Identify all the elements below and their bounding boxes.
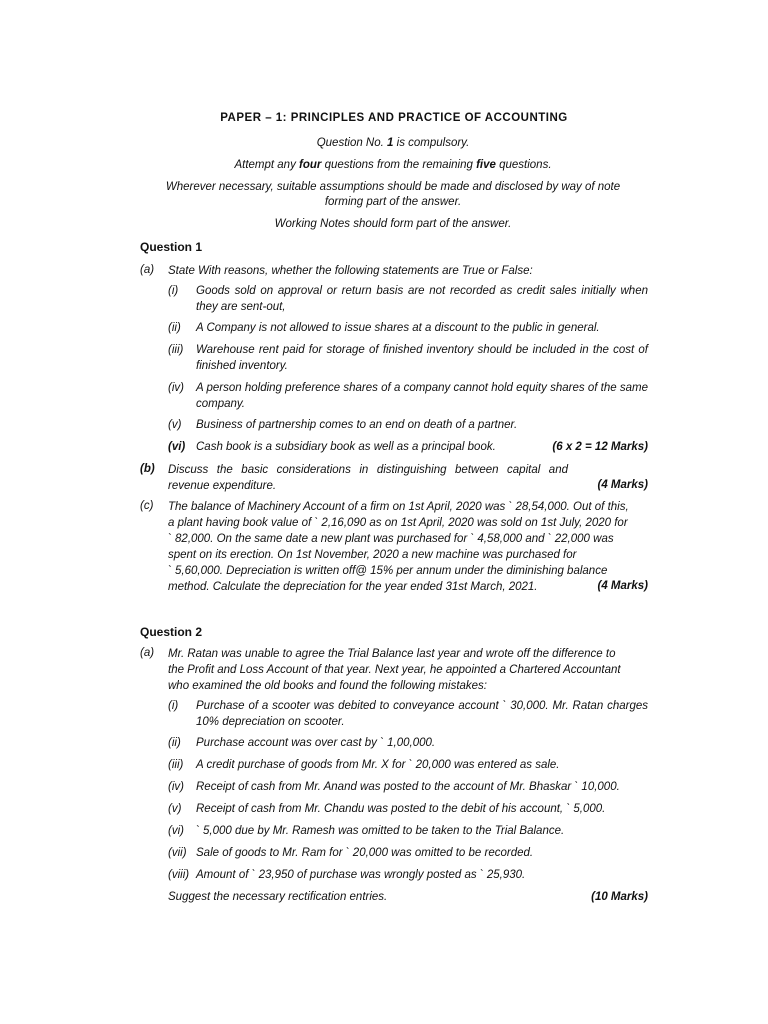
q1-c-marks: (4 Marks) [597, 580, 648, 592]
q2-a-line: Mr. Ratan was unable to agree the Trial Balance last year and wrote off the difference to [168, 648, 616, 660]
q1-item-text: Goods sold on approval or return basis are not recorded as credit sales initially when they are sent-out, [196, 285, 648, 313]
q1-a-marks: (6 x 2 = 12 Marks) [552, 441, 648, 453]
q2-item-label: (vi) [168, 825, 184, 837]
q2-item-label: (i) [168, 700, 179, 712]
q2-footer: Suggest the necessary rectification entries. [168, 891, 388, 903]
instruction-text: is compulsory. [393, 137, 470, 149]
instruction-assumptions: Wherever necessary, suitable assumptions should be made and disclosed by way of note forming part of the answer. [165, 181, 621, 208]
instruction-compulsory [148, 136, 638, 151]
q1-item-text: A Company is not allowed to issue shares at a discount to the public in general. [196, 322, 600, 334]
instruction-bold: four [299, 159, 322, 171]
q1-c-line: a plant having book value of ` 2,16,090 as on 1st April, 2020 was sold on 1st July, 2020 for [168, 517, 628, 529]
question-2-heading: Question 2 [140, 625, 203, 639]
q1-a-text: State With reasons, whether the following statements are True or False: [168, 265, 533, 277]
q1-a-label: (a) [140, 264, 155, 276]
q2-item-text: Receipt of cash from Mr. Anand was posted to the account of Mr. Bhaskar ` 10,000. [196, 781, 620, 793]
q1-item-text: Warehouse rent paid for storage of finished inventory should be included in the cost of finished inventory. [196, 344, 648, 372]
q1-item-text: Business of partnership comes to an end on death of a partner. [196, 419, 518, 431]
q1-c-line: The balance of Machinery Account of a firm on 1st April, 2020 was ` 28,54,000. Out of this, [168, 501, 629, 513]
q1-item-label: (iii) [168, 344, 184, 356]
instruction-bold: 1 [387, 137, 394, 149]
q2-item-text: Purchase of a scooter was debited to conveyance account ` 30,000. Mr. Ratan charges 10% depreciation on scooter. [196, 700, 648, 728]
instruction-text: questions from the remaining [321, 159, 477, 171]
q2-item-text: Receipt of cash from Mr. Chandu was posted to the debit of his account, ` 5,000. [196, 803, 606, 815]
instruction-text: Attempt any [234, 159, 300, 171]
q2-item-text: Amount of ` 23,950 of purchase was wrongly posted as ` 25,930. [196, 869, 526, 881]
instruction-text: Question No. [316, 137, 388, 149]
q1-item-label: (vi) [168, 441, 186, 453]
q2-marks: (10 Marks) [591, 891, 648, 903]
q1-item-text: Cash book is a subsidiary book as well as a principal book. [196, 441, 496, 453]
q1-item-label: (i) [168, 285, 179, 297]
instruction-bold: five [476, 159, 496, 171]
instruction-working-notes: Working Notes should form part of the answer. [274, 218, 512, 230]
q2-item-label: (vii) [168, 847, 187, 859]
q2-a-line: who examined the old books and found the following mistakes: [168, 680, 488, 692]
q2-item-label: (iii) [168, 759, 184, 771]
instruction-text: questions. [495, 159, 552, 171]
instruction-attempt [148, 158, 638, 173]
q2-item-text: Sale of goods to Mr. Ram for ` 20,000 was omitted to be recorded. [196, 847, 534, 859]
q1-b-marks: (4 Marks) [597, 479, 648, 491]
question-1-heading: Question 1 [140, 240, 203, 254]
q2-item-text: A credit purchase of goods from Mr. X for ` 20,000 was entered as sale. [196, 759, 560, 771]
q1-item-label: (v) [168, 419, 182, 431]
q1-c-line: spent on its erection. On 1st November, 2020 a new machine was purchased for [168, 549, 577, 561]
q2-a-text [168, 646, 648, 694]
q2-item-label: (ii) [168, 737, 181, 749]
q1-c-label: (c) [140, 500, 154, 512]
q2-item-text: Purchase account was over cast by ` 1,00,000. [196, 737, 436, 749]
q2-a-line: the Profit and Loss Account of that year. Next year, he appointed a Chartered Accountant [168, 664, 621, 676]
q2-item-label: (viii) [168, 869, 190, 881]
paper-title: PAPER – 1: PRINCIPLES AND PRACTICE OF ACCOUNTING [220, 112, 568, 124]
q2-item-text: ` 5,000 due by Mr. Ramesh was omitted to be taken to the Trial Balance. [196, 825, 565, 837]
q1-b-label: (b) [140, 463, 155, 475]
q2-a-label: (a) [140, 647, 155, 659]
q1-item-label: (ii) [168, 322, 181, 334]
q1-b-text: Discuss the basic considerations in distinguishing between capital and revenue expenditure. [168, 464, 568, 492]
q1-c-line: ` 82,000. On the same date a new plant was purchased for ` 4,58,000 and ` 22,000 was [168, 533, 614, 545]
q1-item-text: A person holding preference shares of a company cannot hold equity shares of the same company. [196, 382, 648, 410]
q1-c-line: method. Calculate the depreciation for the year ended 31st March, 2021. [168, 581, 538, 593]
q1-item-label: (iv) [168, 382, 184, 394]
q1-c-line: ` 5,60,000. Depreciation is written off@ 15% per annum under the diminishing balance [168, 565, 608, 577]
q2-item-label: (v) [168, 803, 182, 815]
q1-c-text [168, 499, 648, 595]
q2-item-label: (iv) [168, 781, 184, 793]
